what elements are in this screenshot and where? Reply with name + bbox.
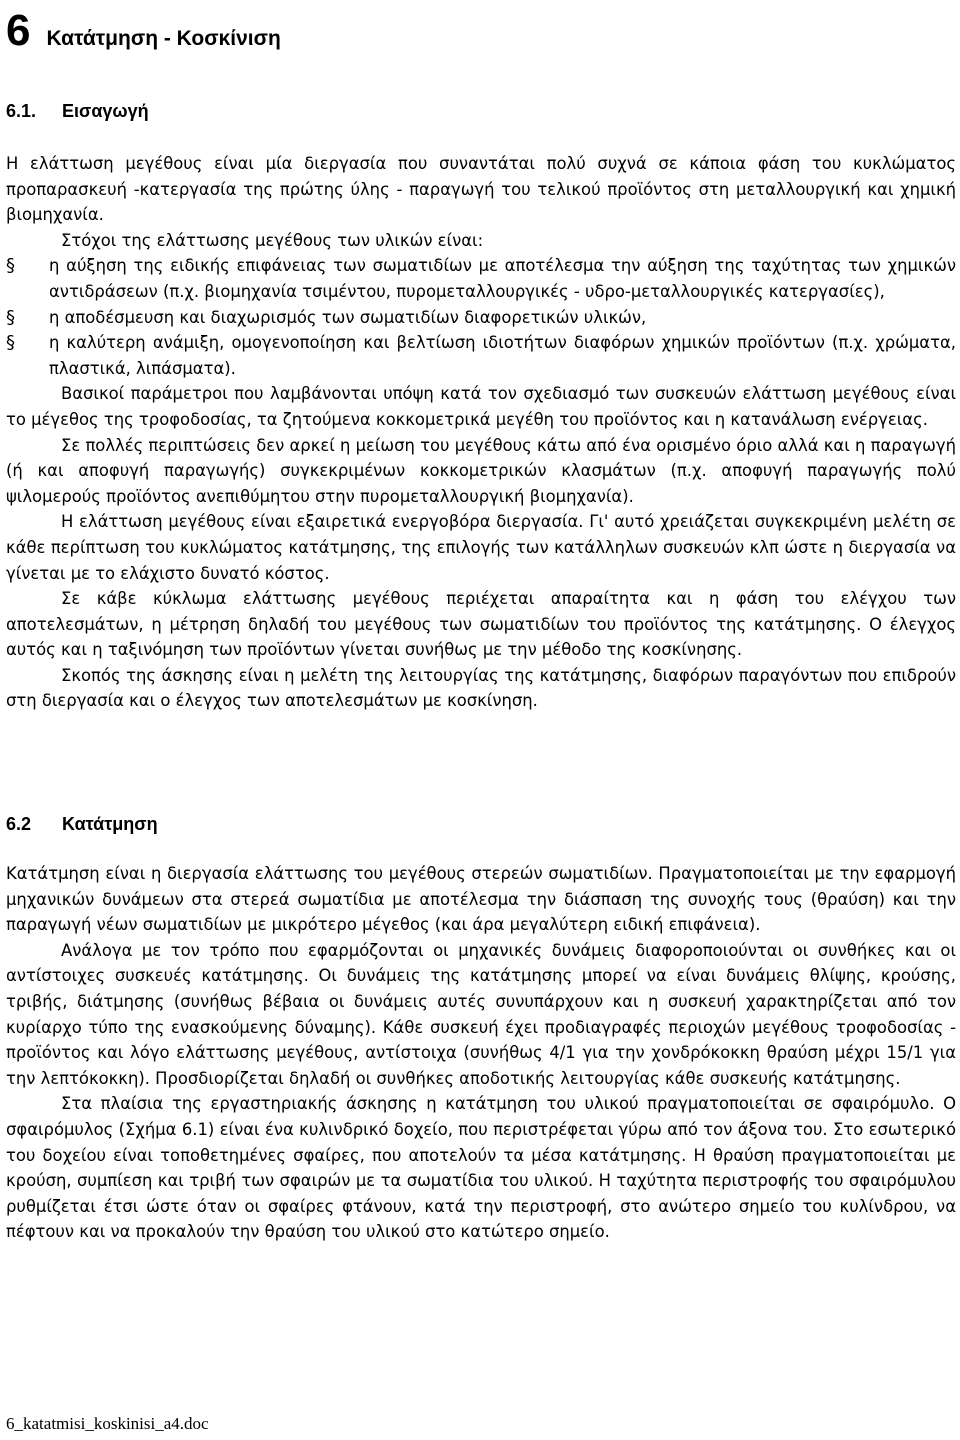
section-heading-intro bbox=[6, 101, 149, 122]
section-number: 6.1. bbox=[6, 101, 37, 121]
section-body-comminution bbox=[6, 861, 956, 1245]
section-number: 6.2 bbox=[6, 814, 32, 834]
paragraph: Σε πολλές περιπτώσεις δεν αρκεί η μείωση του μεγέθους κάτω από ένα ορισμένο όριο αλλά και η παραγωγή (ή και αποφυγή παραγωγής) συγκεκριμένων κοκκομετρικών κλασμάτων (π.χ. αποφυγή παραγωγής πολύ ψιλομερούς προϊόντος ανεπιθύμητου στην πυρομεταλλουργική βιομηχανία). bbox=[6, 435, 956, 506]
bullet-item bbox=[6, 305, 956, 331]
paragraph: Η ελάττωση μεγέθους είναι μία διεργασία που συναντάται πολύ συχνά σε κάποια φάση του κυκλώματος προπαρασκευή -κατεργασία της πρώτης ύλης - παραγωγή του τελικού προϊόντος στη μεταλλουργική και χημική βιομηχανία. bbox=[6, 154, 956, 225]
paragraph: Κατάτμηση είναι η διεργασία ελάττωσης του μεγέθους στερεών σωματιδίων. Πραγματοποιείται με την εφαρμογή μηχανικών δυνάμεων στα στερεά σωματίδια με αποτέλεσμα την διάσπαση της συνοχής τους (θραύση) και την παραγωγή νέων σωματιδίων με μικρότερο μέγεθος (και άρα μεγαλύτερη ειδική επιφάνεια). bbox=[6, 864, 956, 935]
paragraph: Ανάλογα με τον τρόπο που εφαρμόζονται οι μηχανικές δυνάμεις διαφοροποιούνται οι συνθήκες και οι αντίστοιχες συσκευές κατάτμησης. Οι δυνάμεις της κατάτμησης μπορεί να είναι δυνάμεις θλίψης, κρούσης, τριβής, διάτμησης (συνήθως βέβαια οι δυνάμεις αυτές συνυπάρχουν και η συσκευή χαρακτηρίζεται από τον κυρίαρχο τύπο της ενασκούμενης δύναμης). Κάθε συσκευή έχει προδιαγραφές περιοχών μεγέθους τροφοδοσίας - προϊόντος και λόγο ελάττωσης μεγέθους, αντίστοιχα (συνήθως 4/1 για την χονδρόκοκκη θραύση μέχρι 15/1 για την λεπτόκοκκη). Προσδιορίζεται δηλαδή οι συνθήκες αποδοτικής λειτουργίας κάθε συσκευής κατάτμησης. bbox=[6, 940, 956, 1088]
paragraph: Βασικοί παράμετροι που λαμβάνονται υπόψη κατά τον σχεδιασμό των συσκευών ελάττωση μεγέθους είναι το μέγεθος της τροφοδοσίας, τα ζητούμενα κοκκομετρικά μεγέθη του προϊόντος και η κατανάλωση ενέργειας. bbox=[6, 384, 956, 429]
bullet-text: η αύξηση της ειδικής επιφάνειας των σωματιδίων με αποτέλεσμα την αύξηση της ταχύτητας των χημικών αντιδράσεων (π.χ. βιομηχανία τσιμέντου, πυρομεταλλουργικές - υδρο-μεταλλουργικές κατεργασίες), bbox=[49, 256, 956, 301]
bullet-icon: § bbox=[6, 306, 15, 328]
paragraph: Η ελάττωση μεγέθους είναι εξαιρετικά ενεργοβόρα διεργασία. Γι' αυτό χρειάζεται συγκεκριμένη μελέτη σε κάθε περίπτωση του κυκλώματος κατάτμησης, της επιλογής των κατάλληλων συσκευών κλπ ώστε η διεργασία να γίνεται με το ελάχιστο δυνατό κόστος. bbox=[6, 512, 956, 583]
chapter-title: Κατάτμηση - Κοσκίνιση bbox=[46, 27, 281, 50]
section-title: Εισαγωγή bbox=[62, 101, 149, 121]
section-heading-comminution bbox=[6, 814, 158, 835]
chapter-number: 6 bbox=[6, 6, 31, 55]
bullet-text: η καλύτερη ανάμιξη, ομογενοποίηση και βελτίωση ιδιοτήτων διαφόρων χημικών προϊόντων (π.χ. χρώματα, πλαστικά, λιπάσματα). bbox=[49, 333, 956, 378]
bullet-item bbox=[6, 253, 956, 304]
footer-filename: 6_katatmisi_koskinisi_a4.doc bbox=[6, 1414, 209, 1433]
section-title: Κατάτμηση bbox=[62, 814, 158, 834]
paragraph: Στα πλαίσια της εργαστηριακής άσκησης η κατάτμηση του υλικού πραγματοποιείται σε σφαιρόμυλο. Ο σφαιρόμυλος (Σχήμα 6.1) είναι ένα κυλινδρικό δοχείο, που περιστρέφεται γύρω από τον άξονα του. Στο εσωτερικό του δοχείου είναι τοποθετημένες σφαίρες, που αποτελούν τα μέσα κατάτμησης. Η θραύση πραγματοποιείται με κρούση, συμπίεση και τριβή των σφαιρών με τα σωματίδια του υλικού. Η ταχύτητα περιστροφής του σφαιρόμυλου ρυθμίζεται έτσι ώστε όταν οι σφαίρες φτάνουν, κατά την περιστροφή, στο ανώτερο σημείο του κυλίνδρου, να πέφτουν και να προκαλούν την θραύση του υλικού στο κατώτερο σημείο. bbox=[6, 1094, 956, 1242]
section-body-intro bbox=[6, 151, 956, 714]
bullet-text: η αποδέσμευση και διαχωρισμός των σωματιδίων διαφορετικών υλικών, bbox=[49, 307, 647, 327]
chapter-heading bbox=[6, 6, 281, 56]
bullet-item bbox=[6, 330, 956, 381]
bullet-icon: § bbox=[6, 255, 15, 277]
bullet-icon: § bbox=[6, 332, 15, 354]
paragraph: Στόχοι της ελάττωσης μεγέθους των υλικών είναι: bbox=[61, 230, 484, 250]
paragraph: Σε κάβε κύκλωμα ελάττωσης μεγέθους περιέχεται απαραίτητα και η φάση του ελέγχου των αποτελεσμάτων, η μέτρηση δηλαδή του μεγέθους των σωματιδίων του προϊόντος της κατάτμησης. Ο έλεγχος αυτός και η ταξινόμηση των προϊόντων γίνεται συνήθως με την μέθοδο της κοσκίνησης. bbox=[6, 589, 956, 660]
paragraph: Σκοπός της άσκησης είναι η μελέτη της λειτουργίας της κατάτμησης, διαφόρων παραγόντων που επιδρούν στη διεργασία και ο έλεγχος των αποτελεσμάτων με κοσκίνηση. bbox=[6, 665, 956, 711]
